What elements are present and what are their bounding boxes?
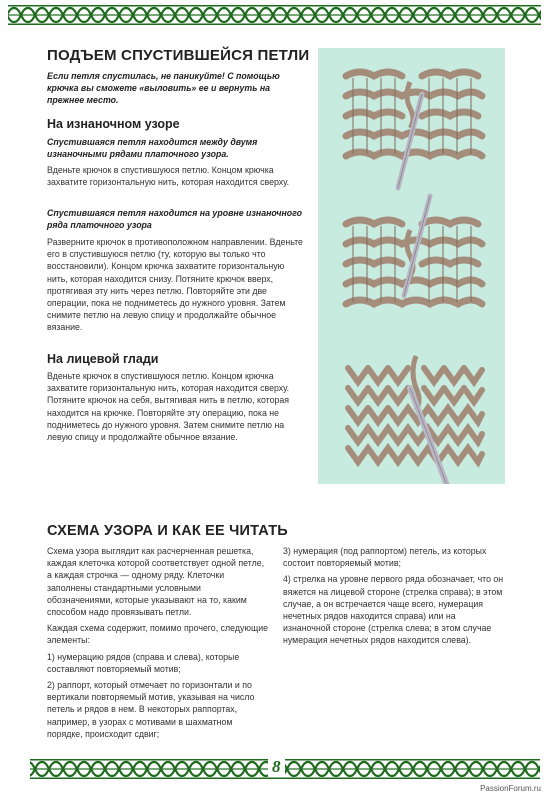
heading-knit: На лицевой глади bbox=[47, 352, 159, 366]
case1-title: Спустившаяся петля находится между двумя изнаночными рядами платочного узора. bbox=[47, 137, 258, 160]
celtic-border-top bbox=[0, 4, 549, 26]
case1-text: Вденьте крючок в спустившуюся петлю. Концом крючка захватите горизонтальную нить, которая находится сверху. bbox=[47, 165, 290, 188]
chart-column-left bbox=[47, 545, 269, 744]
chart-item-1: 1) нумерацию рядов (справа и слева), которые составляют повторяемый мотив; bbox=[47, 651, 240, 674]
chart-item-2: 2) раппорт, который отмечает по горизонтали и по вертикали повторяемый мотив, указывая на число петель и рядов в нем. В некоторых раппортах, например, в узорах с мотивами в шахматном порядке, происходит сдвиг; bbox=[47, 680, 255, 739]
section-title-dropped-stitch: ПОДЪЕМ СПУСТИВШЕЙСЯ ПЕТЛИ bbox=[47, 47, 310, 64]
footer-watermark: PassionForum.ru bbox=[480, 784, 541, 793]
knitting-illustrations bbox=[318, 48, 505, 484]
purl-swatch-1 bbox=[346, 72, 482, 188]
chart-contains: Каждая схема содержит, помимо прочего, следующие элементы: bbox=[47, 623, 268, 646]
knit-swatch bbox=[348, 356, 482, 484]
illustration-panel bbox=[318, 48, 505, 484]
section-title-chart-reading: СХЕМА УЗОРА И КАК ЕЕ ЧИТАТЬ bbox=[47, 523, 288, 539]
intro-text: Если петля спустилась, не паникуйте! С помощью крючка вы сможете «выловить» ее и вернуть на прежнее место. bbox=[47, 71, 280, 106]
chart-intro: Схема узора выглядит как расчерченная решетка, каждая клеточка которой соответствует одной петле, а каждая строчка — одному ряду. Клеточки заполнены стандартными условными обозначениями, которые указывают на то, каким способом надо провязывать петли. bbox=[47, 546, 265, 618]
page-number: 8 bbox=[268, 757, 285, 777]
chart-item-4: 4) стрелка на уровне первого ряда обозначает, что он вяжется на лицевой стороне (стрелка справа); в этом случае, а он встречается чаще всего, нумерация нечетных рядов находится справа) или на изнаночной стороне (стрелка слева; в этом случае нумерация нечетных рядов находится слева). bbox=[283, 574, 504, 646]
purl-swatch-2 bbox=[346, 196, 482, 304]
chart-column-right bbox=[283, 545, 505, 651]
knit-text: Вденьте крючок в спустившуюся петлю. Концом крючка захватите горизонтальную нить, которая находится сверху. Потяните крючок на себя, вытягивая нить в петлю, которая находится на крючке. Повторяйте эту операцию, пока не подниметесь до нужного уровня. Затем снимите петлю на левую спицу и продолжайте обычное вязание. bbox=[47, 371, 290, 443]
chart-item-3: 3) нумерация (под раппортом) петель, из которых состоит повторяемый мотив; bbox=[283, 546, 487, 569]
case2-title: Спустившаяся петля находится на уровне изнаночного ряда платочного узора bbox=[47, 208, 303, 231]
heading-purl: На изнаночном узоре bbox=[47, 117, 180, 131]
case2-text: Разверните крючок в противоположном направлении. Вденьте его в спустившуюся петлю (ту, которую вы только что восстановили). Концом крючка захватите горизонтальную нить, которая находится снизу. Потяните крючок вверх, протягивая эту нить через петлю. Повторяйте эти две операции, пока не подниметесь до нужного уровня. Затем снимите петлю на левую спицу и продолжайте обычное вязание. bbox=[47, 237, 303, 333]
